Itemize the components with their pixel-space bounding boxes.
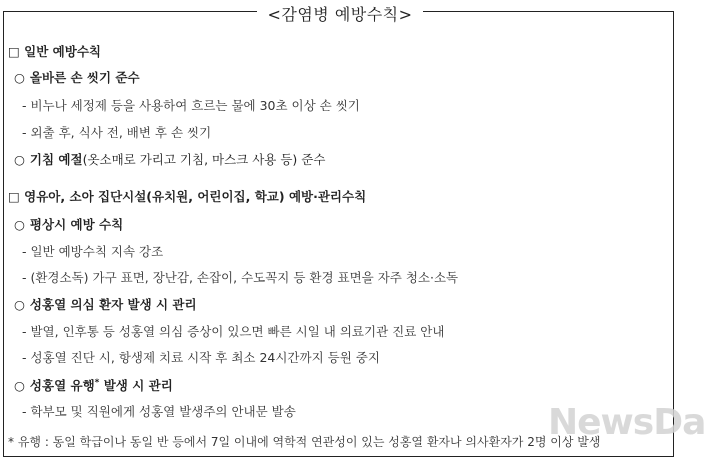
section-heading-general: □ 일반 예방수칙: [8, 44, 101, 59]
list-item: - 비누나 세정제 등을 사용하여 흐르는 물에 30초 이상 손 씻기: [22, 98, 360, 113]
list-item: - 발열, 인후통 등 성홍열 의심 증상이 있으면 빠른 시일 내 의료기관 진료 안내: [22, 324, 445, 339]
circle-bullet: ○: [14, 217, 25, 232]
subsection-outbreak: [14, 376, 173, 394]
subsection-detail: (옷소매로 가리고 기침, 마스크 사용 등) 준수: [82, 152, 326, 167]
footnote: * 유행 : 동일 학급이나 동일 반 등에서 7일 이내에 역학적 연관성이 있는 성홍열 환자나 의사환자가 2명 이상 발생: [8, 435, 601, 449]
circle-bullet: ○: [14, 152, 25, 167]
watermark-logo: NewsDa: [548, 402, 705, 443]
list-item: - 학부모 및 직원에게 성홍열 발생주의 안내문 발송: [22, 404, 296, 419]
list-item: - 일반 예방수칙 지속 강조: [22, 244, 164, 259]
subsection-suspected-case: [14, 295, 197, 313]
page-title: [0, 2, 680, 25]
list-item: - 외출 후, 식사 전, 배변 후 손 씻기: [22, 125, 212, 140]
subsection-cough-etiquette: [14, 150, 325, 168]
subsection-title: 성홍열 유행: [29, 378, 95, 393]
list-item: - 성홍열 진단 시, 항생제 치료 시작 후 최소 24시간까지 등원 중지: [22, 350, 380, 365]
subsection-title: 올바른 손 씻기 준수: [29, 70, 140, 85]
subsection-routine-prevention: [14, 215, 123, 233]
list-item: - (환경소독) 가구 표면, 장난감, 손잡이, 수도꼭지 등 환경 표면을 자주 청소·소독: [22, 270, 459, 285]
footnote-marker: *: [94, 377, 100, 388]
circle-bullet: ○: [14, 297, 25, 312]
subsection-title: 평상시 예방 수칙: [29, 217, 124, 232]
circle-bullet: ○: [14, 70, 25, 85]
subsection-title: 기침 예절: [29, 152, 83, 167]
subsection-title-suffix: 발생 시 관리: [99, 378, 173, 393]
page-title-text: <감염병 예방수칙>: [257, 5, 422, 24]
circle-bullet: ○: [14, 378, 25, 393]
subsection-handwashing: [14, 68, 140, 86]
section-heading-facilities: □ 영유아, 소아 집단시설(유치원, 어린이집, 학교) 예방·관리수칙: [8, 189, 367, 204]
subsection-title: 성홍열 의심 환자 발생 시 관리: [29, 297, 197, 312]
